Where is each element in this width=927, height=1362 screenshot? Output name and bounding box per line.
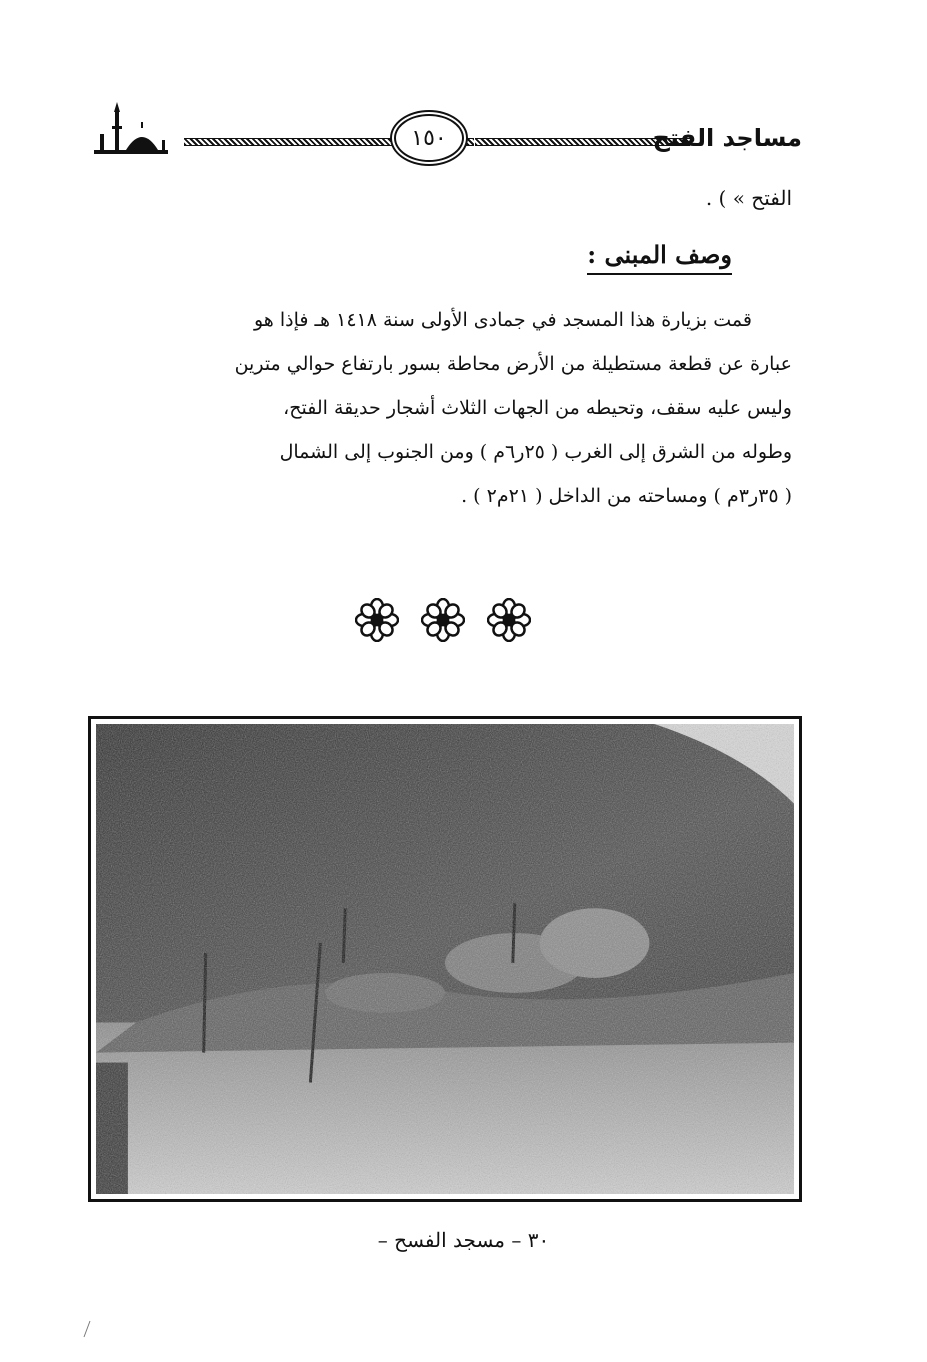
mosque-site-photo bbox=[88, 716, 802, 1202]
photo-image bbox=[96, 724, 794, 1194]
paragraph-line: قمت بزيارة هذا المسجد في جمادى الأولى سنة ١٤١٨ هـ فإذا هو bbox=[253, 309, 752, 331]
section-title: وصف المبنى : bbox=[587, 240, 732, 275]
continuation-text: الفتح » ) . bbox=[705, 186, 792, 210]
flower-ornament-icon bbox=[355, 598, 399, 642]
flower-ornament bbox=[355, 598, 535, 644]
pen-mark bbox=[82, 1320, 92, 1338]
flower-ornament-icon bbox=[487, 598, 531, 642]
paragraph-line: وطوله من الشرق إلى الغرب ( ٢٥ر٦م ) ومن الجنوب إلى الشمال bbox=[279, 441, 792, 463]
paragraph-line: ( ٣٥ر٣م ) ومساحته من الداخل ( ٢١م٢ ) . bbox=[461, 485, 792, 507]
page-number: ١٥٠ bbox=[390, 110, 468, 166]
book-title: مساجد الفتح bbox=[652, 124, 802, 152]
paragraph-line: عبارة عن قطعة مستطيلة من الأرض محاطة بسور بارتفاع حوالي مترين bbox=[234, 353, 792, 375]
photo-caption: ٣٠ – مسجد الفسح – bbox=[377, 1228, 550, 1252]
flower-ornament-icon bbox=[421, 598, 465, 642]
page-header bbox=[90, 96, 802, 186]
section-paragraph bbox=[92, 298, 792, 518]
mosque-minaret-icon bbox=[90, 102, 170, 162]
paragraph-line: وليس عليه سقف، وتحيطه من الجهات الثلاث أشجار حديقة الفتح، bbox=[283, 397, 792, 419]
